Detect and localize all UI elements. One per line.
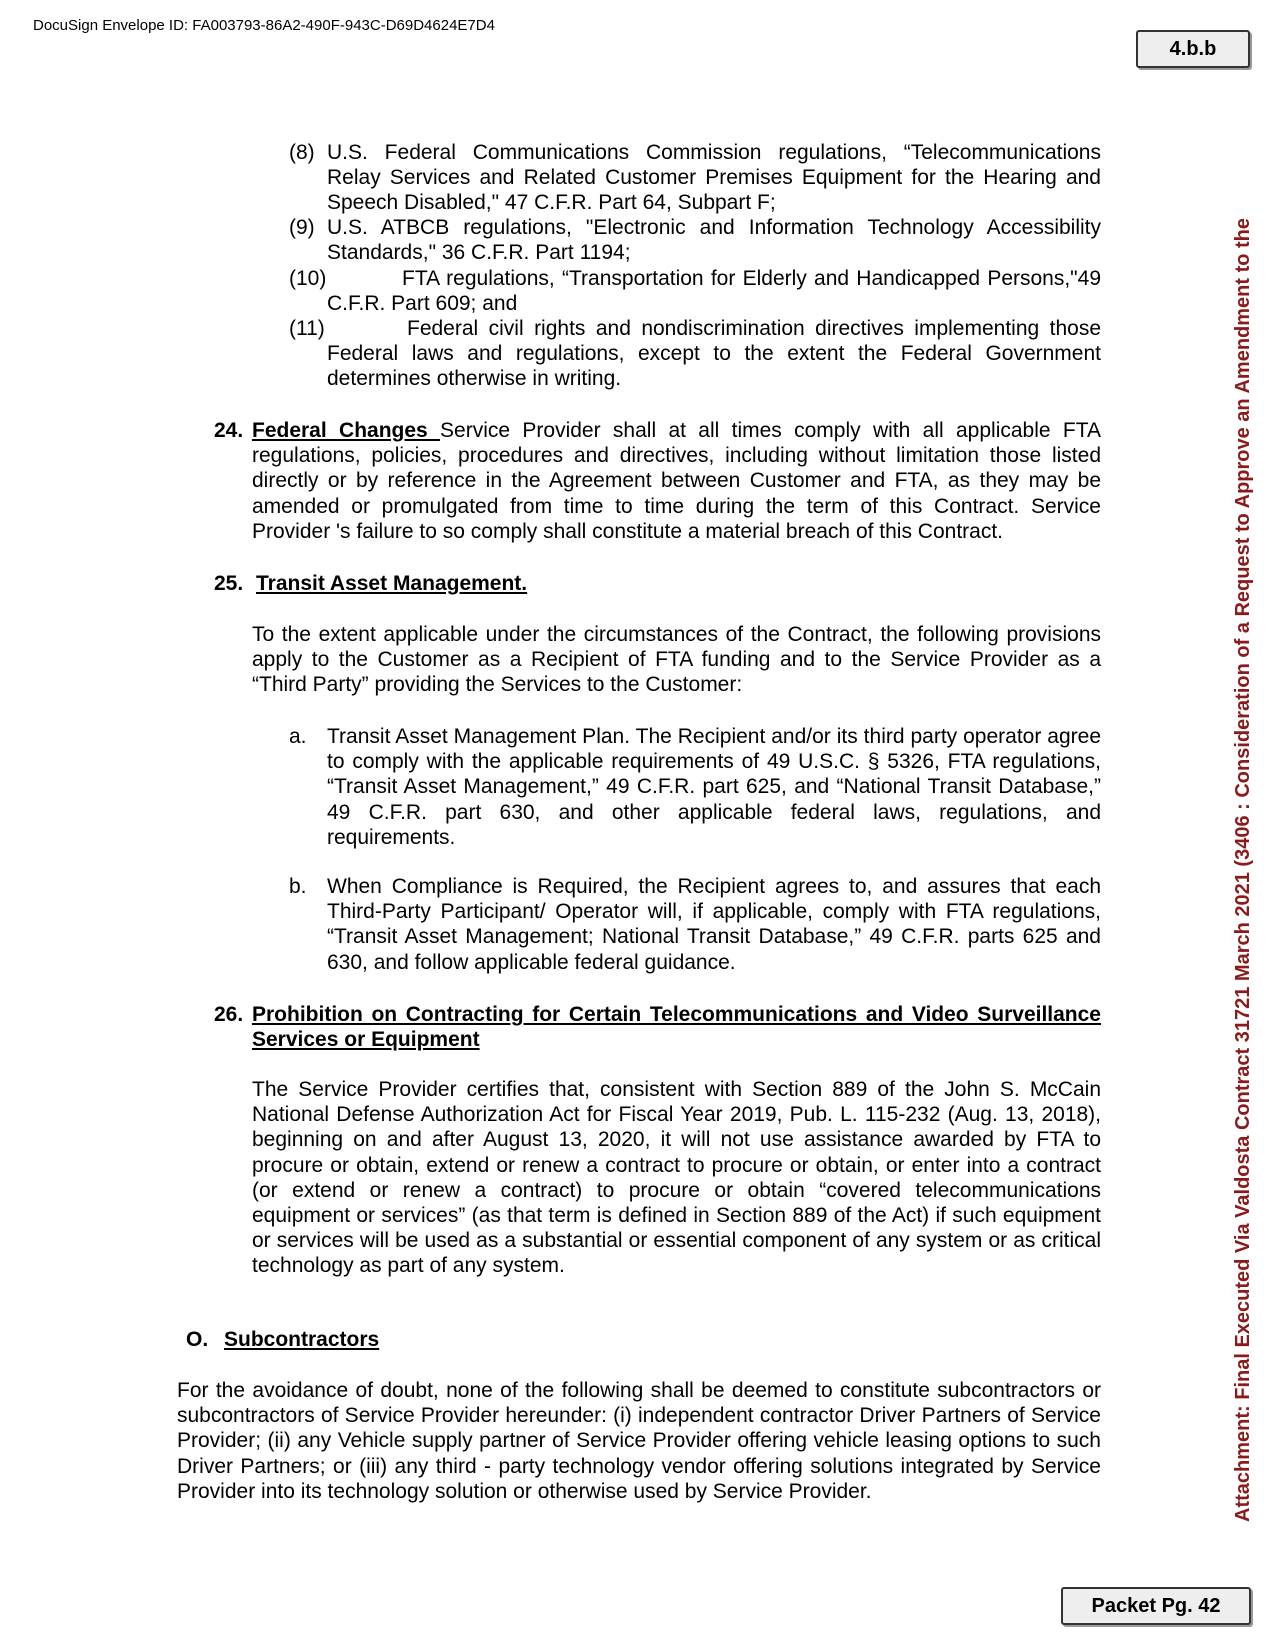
- section-text: Service Provider shall at all times comply with all applicable FTA regulations, policies, procedures and directives, including without limitation those listed directly or by reference in the Agreement between Customer and FTA, as they may be amended or promulgated from time to time during the term of this Contract. Service Provider 's failure to so comply shall constitute a material breach of this Contract.: [252, 419, 1101, 543]
- list-item-number: (9): [289, 216, 315, 239]
- section-number: 25.: [214, 572, 244, 595]
- list-item-text: Federal civil rights and nondiscrimination directives implementing those Federal laws and regulations, except to the extent the Federal Government determines otherwise in writing.: [327, 317, 1101, 391]
- section-heading: Transit Asset Management.: [256, 572, 528, 595]
- list-item-number: (10): [289, 267, 327, 290]
- agenda-item-tag: 4.b.b: [1136, 30, 1250, 68]
- section-heading: Federal Changes: [252, 419, 441, 442]
- list-item-letter: b.: [289, 875, 307, 898]
- section-number: 26.: [214, 1003, 244, 1026]
- section-number: 24.: [214, 419, 244, 442]
- list-item-letter: a.: [289, 725, 307, 748]
- attachment-side-note: Attachment: Final Executed Via Valdosta Contract 31721 March 2021 (3406 : Consideration of a Request to Approve an Amendment to the: [1232, 217, 1254, 1522]
- section-heading: Subcontractors: [224, 1328, 380, 1351]
- section-heading: Prohibition on Contracting for Certain Telecommunications and Video Surveillance Services or Equipment: [252, 1003, 1101, 1052]
- list-item-text: U.S. ATBCB regulations, "Electronic and Information Technology Accessibility Standards," 36 C.F.R. Part 1194;: [327, 216, 1101, 265]
- section-letter: O.: [186, 1328, 209, 1351]
- list-item-text: When Compliance is Required, the Recipient agrees to, and assures that each Third-Party Participant/ Operator will, if applicable, comply with FTA regulations, “Transit Asset Management; National Transit Database,” 49 C.F.R. parts 625 and 630, and follow applicable federal guidance.: [327, 875, 1101, 974]
- list-item-text: Transit Asset Management Plan. The Recipient and/or its third party operator agree to comply with the applicable requirements of 49 U.S.C. § 5326, FTA regulations, “Transit Asset Management,” 49 C.F.R. part 625, and “National Transit Database,” 49 C.F.R. part 630, and other applicable federal laws, regulations, and requirements.: [327, 725, 1101, 849]
- section-federal-changes: [252, 418, 1101, 544]
- list-item-number: (8): [289, 141, 315, 164]
- list-item-number: (11): [289, 317, 325, 340]
- section-intro: To the extent applicable under the circumstances of the Contract, the following provisions apply to the Customer as a Recipient of FTA funding and to the Service Provider as a “Third Party” providing the Services to the Customer:: [252, 623, 1101, 697]
- docusign-envelope-id: DocuSign Envelope ID: FA003793-86A2-490F-943C-D69D4624E7D4: [33, 17, 495, 34]
- list-item-text: U.S. Federal Communications Commission regulations, “Telecommunications Relay Services and Related Customer Premises Equipment for the Hearing and Speech Disabled," 47 C.F.R. Part 64, Subpart F;: [327, 141, 1101, 215]
- packet-page-tag: Packet Pg. 42: [1061, 1587, 1251, 1625]
- list-item-text: FTA regulations, “Transportation for Elderly and Handicapped Persons,"49 C.F.R. Part 609; and: [327, 267, 1101, 316]
- section-text: For the avoidance of doubt, none of the following shall be deemed to constitute subcontractors or subcontractors of Service Provider hereunder: (i) independent contractor Driver Partners of Service Provider; (ii) any Vehicle supply partner of Service Provider offering vehicle leasing options to such Driver Partners; or (iii) any third - party technology vendor offering solutions integrated by Service Provider into its technology solution or otherwise used by Service Provider.: [177, 1379, 1101, 1503]
- section-text: The Service Provider certifies that, consistent with Section 889 of the John S. McCain National Defense Authorization Act for Fiscal Year 2019, Pub. L. 115-232 (Aug. 13, 2018), beginning on and after August 13, 2020, it will not use assistance awarded by FTA to procure or obtain, extend or renew a contract to procure or obtain, or enter into a contract (or extend or renew a contract) to procure or obtain “covered telecommunications equipment or services” (as that term is defined in Section 889 of the Act) if such equipment or services will be used as a substantial or essential component of any system or as critical technology as part of any system.: [252, 1078, 1101, 1278]
